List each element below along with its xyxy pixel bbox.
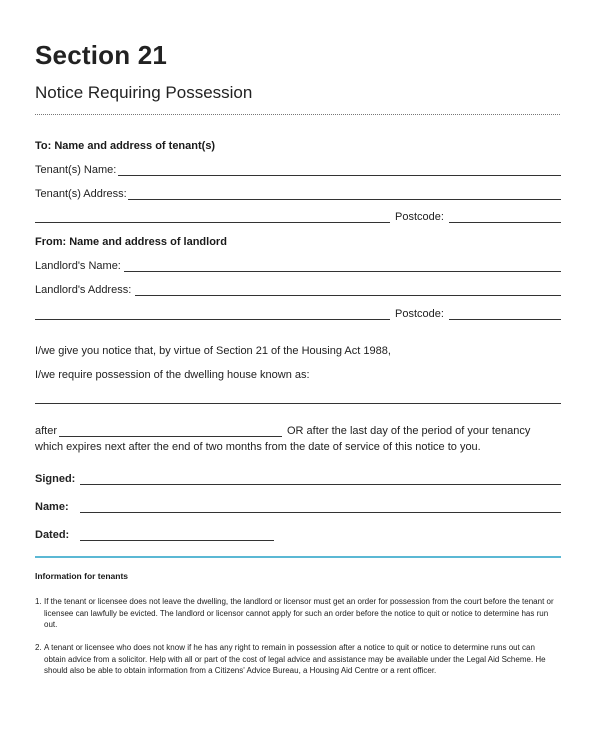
- or-after-text: OR after the last day of the period of your tenancy: [287, 425, 531, 437]
- signature-name-line: [80, 512, 561, 513]
- info-note-1: [35, 596, 555, 631]
- info-note-text: A tenant or licensee who does not know if he has any right to remain in possession after a notice to quit or notice to determine runs out can obtain advice from a solicitor. Help with all or part of the cost of legal advice and assistance may be available under the Legal Aid Scheme. He should also be able to obtain information from a Citizens' Advice Bureau, a Housing Aid Centre or a rent officer.: [44, 643, 546, 675]
- landlord-postcode-field[interactable]: [449, 305, 561, 319]
- notice-text-line2: I/we require possession of the dwelling house known as:: [35, 369, 310, 381]
- tenant-section-heading: To: Name and address of tenant(s): [35, 140, 216, 152]
- dated-field[interactable]: [80, 526, 274, 540]
- dated-label: Dated:: [35, 529, 70, 541]
- signature-name-field[interactable]: [80, 498, 561, 512]
- tenant-address-line: [128, 199, 561, 200]
- expires-text: which expires next after the end of two months from the date of service of this notice to you.: [35, 441, 481, 453]
- tenant-postcode-line: [449, 222, 561, 223]
- info-note-2: [35, 642, 555, 677]
- dated-line: [80, 540, 274, 541]
- landlord-address-line2-field[interactable]: [35, 305, 390, 319]
- tenant-address-field[interactable]: [128, 185, 561, 199]
- after-date-line: [59, 436, 282, 437]
- landlord-postcode-line: [449, 319, 561, 320]
- dwelling-address-line: [35, 403, 561, 404]
- blue-divider: [35, 556, 561, 558]
- notice-text-line1: I/we give you notice that, by virtue of Section 21 of the Housing Act 1988,: [35, 345, 391, 357]
- page-title: Section 21: [35, 40, 168, 70]
- landlord-address-field[interactable]: [135, 281, 561, 295]
- tenant-name-line: [118, 175, 561, 176]
- landlord-postcode-label: Postcode:: [395, 308, 444, 320]
- tenant-postcode-field[interactable]: [449, 208, 561, 222]
- signed-line: [80, 484, 561, 485]
- landlord-address-label: Landlord's Address:: [35, 284, 132, 296]
- tenant-postcode-label: Postcode:: [395, 211, 444, 223]
- landlord-section-heading: From: Name and address of landlord: [35, 236, 227, 248]
- page-subtitle: Notice Requiring Possession: [35, 83, 253, 102]
- info-note-number: 2.: [35, 643, 42, 652]
- signature-name-label: Name:: [35, 501, 69, 513]
- tenant-address-label: Tenant(s) Address:: [35, 188, 127, 200]
- info-heading: Information for tenants: [35, 571, 129, 581]
- landlord-name-label: Landlord's Name:: [35, 260, 121, 272]
- info-note-text: If the tenant or licensee does not leave the dwelling, the landlord or licensor must get an order for possession from the court before the tenant or licensee can lawfully be evicted. The landlord or licensor cannot apply for such an order before the notice to quit or notice to determine has run out.: [44, 597, 554, 629]
- signed-field[interactable]: [80, 470, 561, 484]
- tenant-name-label: Tenant(s) Name:: [35, 164, 117, 176]
- info-note-number: 1.: [35, 597, 42, 606]
- dwelling-address-field[interactable]: [35, 389, 561, 403]
- tenant-address-line2-line: [35, 222, 390, 223]
- landlord-address-line: [135, 295, 561, 296]
- after-label: after: [35, 425, 58, 437]
- signed-label: Signed:: [35, 473, 76, 485]
- landlord-name-line: [124, 271, 561, 272]
- dotted-divider: [35, 114, 560, 115]
- tenant-address-line2-field[interactable]: [35, 208, 390, 222]
- tenant-name-field[interactable]: [118, 161, 561, 175]
- after-date-field[interactable]: [59, 422, 282, 436]
- landlord-address-line2-line: [35, 319, 390, 320]
- landlord-name-field[interactable]: [124, 257, 561, 271]
